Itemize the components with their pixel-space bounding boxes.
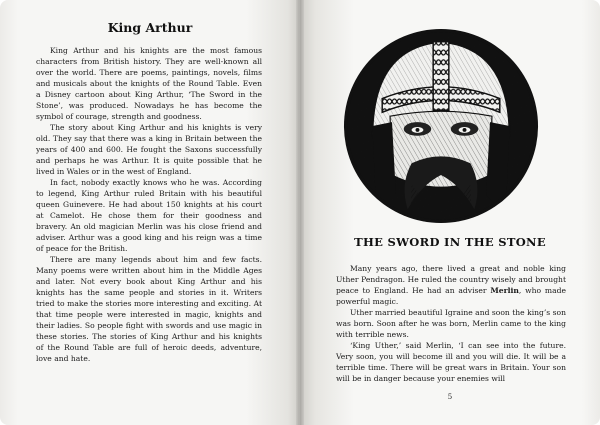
paragraph: The story about King Arthur and his knights is very old. They say that there was a king in Britain between the years of 400 and 600. He fought the Saxons successfully and perhaps he was Arthur. It is quite possible that he lived in Wales or in the west of England. [36, 123, 262, 176]
right-page-body [336, 263, 566, 384]
paragraph: ‘King Uther,’ said Merlin, ‘I can see into the future. Very soon, you will become ill and you will die. It will be a terrible time. There will be great wars in Britain. Your son will be in danger because your enemies will [336, 341, 566, 383]
knight-helmet-illustration [343, 28, 539, 224]
paragraph: King Arthur and his knights are the most famous characters from British history. They are well-known all over the world. There are poems, paintings, novels, films and musicals about the knights of the Round Table. Even a Disney cartoon about King Arthur, ‘The Sword in the Stone’, was produced. Nowadays he has become the symbol of courage, strength and goodness. [36, 46, 262, 121]
paragraph: Uther married beautiful Igraine and soon the king’s son was born. Soon after he was born, Merlin came to the king with terrible news. [336, 308, 566, 339]
paragraph: There are many legends about him and few facts. Many poems were written about him in the Middle Ages and later. Not every book about King Arthur and his knights has the same people and stories in it. Writers tried to make the stories more interesting and exciting. At that time people were interested in magic, knights and their ladies. So people fight with swords and use magic in these stories. The stories of King Arthur and his knights of the Round Table are full of heroic deeds, adventure, love and hate. [36, 255, 262, 363]
bold-name-merlin: Merlin [490, 286, 519, 295]
page-number: 5 [447, 393, 453, 401]
text-run: , who made powerful magic. [336, 286, 566, 306]
chapter-title: THE SWORD IN THE STONE [354, 235, 546, 249]
text-run: Many years ago, there lived a great and noble king Uther Pendragon. He ruled the country wisely and brought peace to England. He had an adviser [336, 264, 566, 295]
paragraph [336, 263, 566, 307]
left-page-title: King Arthur [107, 20, 193, 35]
book-spine [296, 0, 304, 425]
left-page-body [36, 45, 262, 364]
paragraph: In fact, nobody exactly knows who he was. According to legend, King Arthur ruled Britain with his beautiful queen Guinevere. He had about 150 knights at his court at Camelot. He chose them for their goodness and bravery. An old magician Merlin was his close friend and adviser. Arthur was a good king and his reign was a time of peace for the British. [36, 178, 262, 253]
